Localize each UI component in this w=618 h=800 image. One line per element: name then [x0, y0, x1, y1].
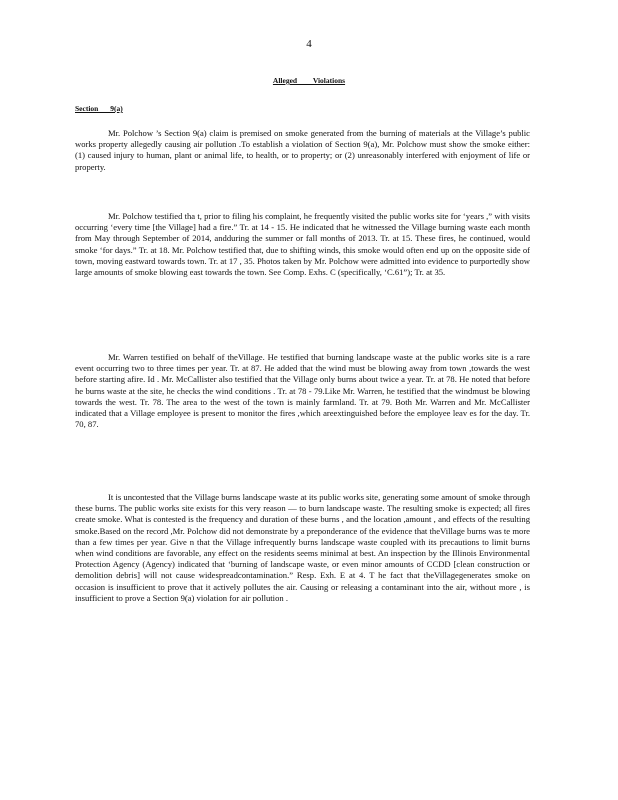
- paragraph-text: Mr. Polchow testified tha t, prior to filing his complaint, he frequently visited the public works site for ‘years ,” with visits occurring ‘every time [the Village] had a fire.” Tr. at 14 - 15. He indicated that he witnessed the Village burning waste each month from May through September of 2014, andduring the summer or fall months of 2013. Tr. at 15. These fires, he continued, would smoke ‘for days.” Tr. at 18. Mr. Polchow testified that, due to shifting winds, this smoke would often end up on the opposite side of town, moving eastward towards town. Tr. at 17 , 35. Photos taken by Mr. Polchow were admitted into evidence to purportedly show large amounts of smoke blowing east towards the town. See Comp. Exhs. C (specifically, ‘C.61”); Tr. at 35.: [75, 211, 530, 278]
- body-paragraph-1: [75, 128, 530, 173]
- body-paragraph-3: [75, 352, 530, 430]
- section-heading: Alleged Violations: [272, 76, 346, 85]
- body-paragraph-4: [75, 492, 530, 604]
- paragraph-text: It is uncontested that the Village burns landscape waste at its public works site, generating some amount of smoke through these burns. The public works site exists for this very reason — to burn landscape waste. The resulting smoke is expected; all fires create smoke. What is contested is the frequency and duration of these burns , and the location ,amount , and effects of the resulting smoke.Based on the record ,Mr. Polchow did not demonstrate by a preponderance of the evidence that theVillage burns was te more than a few times per year. Give n that the Village infrequently burns landscape waste coupled with its precautions to limit burns when wind conditions are favorable, any effect on the residents seems minimal at best. An inspection by the Illinois Environmental Protection Agency (Agency) indicated that ‘burning of landscape waste, or even minor amounts of CCDD [clean construction or demolition debris] will not cause widespreadcontamination.” Resp. Exh. E at 4. T he fact that theVillagegenerates smoke on occasion is insufficient to prove that it actively pollutes the air. Causing or releasing a contaminant into the air, without more , is insufficient to prove a Section 9(a) violation for air pollution .: [75, 492, 530, 603]
- paragraph-text: Mr. Polchow ’s Section 9(a) claim is premised on smoke generated from the burning of materials at the Village’s public works property allegedly causing air pollution .To establish a violation of Section 9(a), Mr. Polchow must show the smoke either: (1) caused injury to human, plant or animal life, to health, or to property; or (2) unreasonably interfered with enjoyment of life or property.: [75, 128, 530, 172]
- body-paragraph-2: [75, 211, 530, 278]
- paragraph-text: Mr. Warren testified on behalf of theVillage. He testified that burning landscape waste at the public works site is a rare event occurring two to three times per year. Tr. at 87. He added that the wind must be blowing away from town ,towards the west before starting afire. Id . Mr. McCallister also testified that the Village only burns about twice a year. Tr. at 78. He noted that before he burns waste at the site, he checks the wind conditions . Tr. at 78 - 79.Like Mr. Warren, he testified that the windmust be blowing towards the west. Tr. 78. The area to the west of the town is mainly farmland. Tr. at 79. Both Mr. Warren and Mr. McCallister indicated that a Village employee is present to monitor the fires ,which areextinguished before the employee leav es for the day. Tr. 70, 87.: [75, 352, 530, 430]
- subsection-label: Section 9(a): [75, 104, 123, 113]
- page-number: 4: [306, 38, 312, 50]
